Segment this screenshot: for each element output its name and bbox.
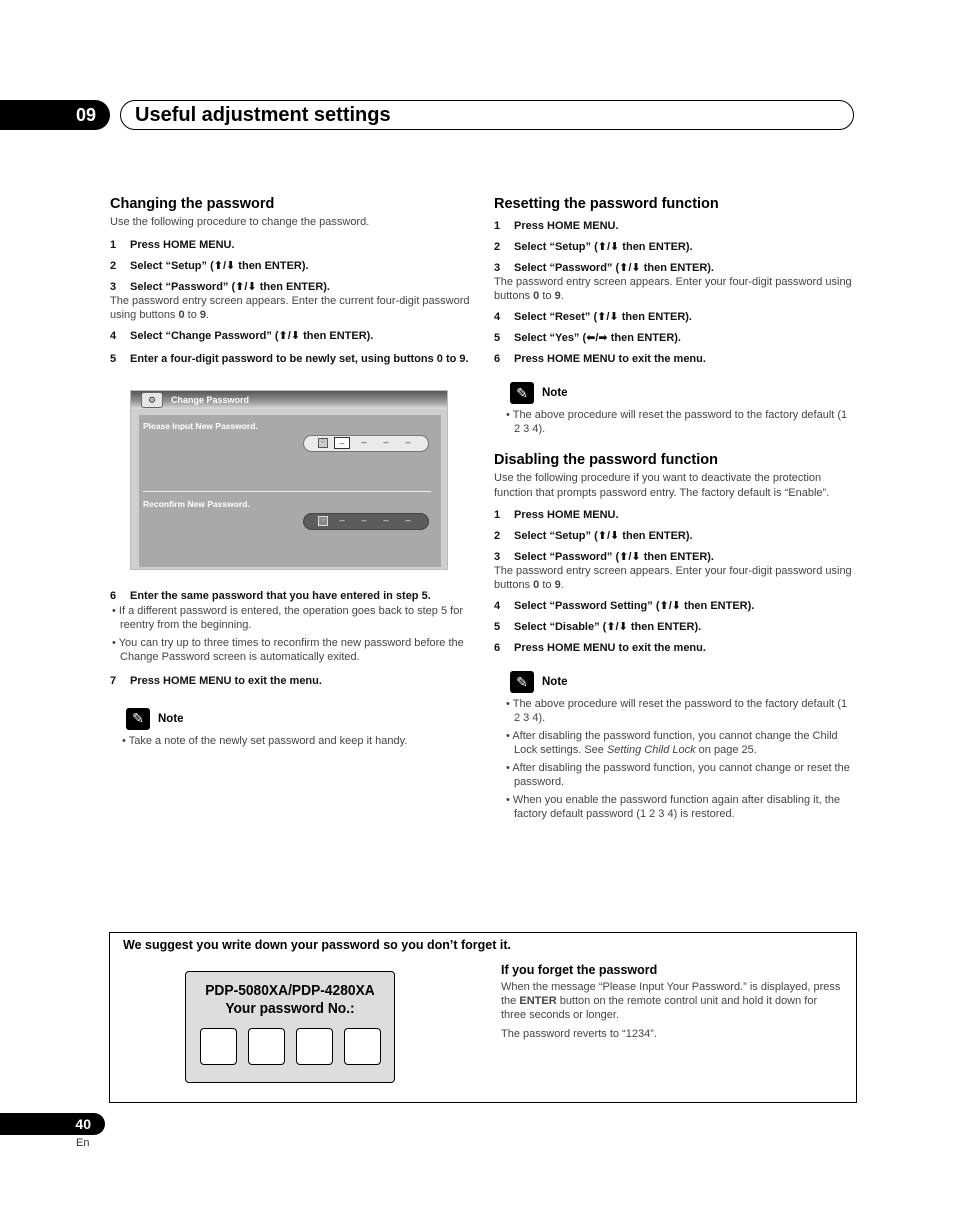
password-digit-box [296, 1028, 333, 1065]
keypad-icon: ⁘ [318, 438, 328, 448]
digit-slot: – [361, 437, 367, 447]
digit-slot: – [383, 515, 389, 525]
password-digit-box [344, 1028, 381, 1065]
note-header: ✎ Note [510, 671, 854, 693]
step-6: 6 Enter the same password that you have entered in step 5. [110, 589, 431, 602]
language-code: En [76, 1137, 90, 1149]
password-memo-box [109, 932, 857, 1103]
setting-child-lock-reference: Setting Child Lock [606, 744, 696, 756]
up-down-arrows-icon: ⬆/⬇ [597, 530, 620, 542]
reconfirm-password-field[interactable] [303, 513, 429, 530]
section-intro: Use the following procedure if you want to deactivate the protection function that prompts password entry. The factory default is “Enable”. [494, 472, 830, 499]
step-6-bullet: • If a different password is entered, the operation goes back to step 5 for reentry from the beginning. [110, 604, 470, 632]
note-bullet: • After disabling the password function, you cannot change the Child Lock settings. See Setting Child Lock on page 25. [504, 729, 854, 757]
password-digit-box [200, 1028, 237, 1065]
disable-step-5: 5 Select “Disable” (⬆/⬇ then ENTER). [494, 621, 702, 633]
forgot-password-result: The password reverts to “1234”. [501, 1028, 657, 1040]
screen-header [131, 391, 447, 409]
reset-step-5: 5 Select “Yes” (⬅/➡ then ENTER). [494, 332, 681, 344]
section-title-resetting-password: Resetting the password function [494, 196, 719, 212]
forgot-password-title: If you forget the password [501, 963, 658, 977]
reset-step-3-description: The password entry screen appears. Enter your four-digit password using buttons 0 to 9. [494, 276, 852, 302]
digit-slot: – [361, 515, 367, 525]
up-down-arrows-icon: ⬆/⬇ [597, 311, 619, 323]
left-right-arrows-icon: ⬅/➡ [586, 332, 608, 344]
note-header: ✎ Note [510, 382, 854, 404]
step-4: 4 Select “Change Password” (⬆/⬇ then ENTER). [110, 329, 374, 342]
note-bullet: • The above procedure will reset the password to the factory default (1 2 3 4). [504, 697, 854, 725]
reset-step-3: 3 Select “Password” (⬆/⬇ then ENTER). [494, 262, 714, 274]
note-bullet: • After disabling the password function, you cannot change or reset the password. [504, 761, 854, 789]
step-5: 5 Enter a four-digit password to be newly set, using buttons 0 to 9. [110, 352, 469, 365]
page-number: 40 [0, 1113, 105, 1135]
up-down-arrows-icon: ⬆/⬇ [659, 600, 681, 612]
pencil-note-icon: ✎ [510, 671, 534, 693]
digit-slot: – [383, 437, 389, 447]
divider [143, 491, 431, 492]
disable-step-3: 3 Select “Password” (⬆/⬇ then ENTER). [494, 551, 714, 563]
screen-title: Change Password [171, 394, 250, 405]
disable-step-6: 6 Press HOME MENU to exit the menu. [494, 642, 706, 654]
disable-step-4: 4 Select “Password Setting” (⬆/⬇ then ENTER). [494, 600, 755, 612]
note-bullet: • When you enable the password function again after disabling it, the factory default password (1 2 3 4) is restored. [504, 793, 854, 821]
up-down-arrows-icon: ⬆/⬇ [235, 280, 257, 293]
password-card-label: Your password No.: [225, 1000, 355, 1017]
pencil-note-icon: ✎ [126, 708, 150, 730]
password-digit-box [248, 1028, 285, 1065]
pencil-note-icon: ✎ [510, 382, 534, 404]
step-7: 7 Press HOME MENU to exit the menu. [110, 674, 322, 687]
forgot-password-section [501, 963, 841, 1046]
reset-step-6: 6 Press HOME MENU to exit the menu. [494, 353, 706, 365]
reset-step-4: 4 Select “Reset” (⬆/⬇ then ENTER). [494, 311, 692, 323]
chapter-title: Useful adjustment settings [120, 100, 854, 130]
step-6-bullet: • You can try up to three times to reconfirm the new password before the Change Password screen is automatically exited. [110, 636, 470, 664]
digit-slot: – [405, 437, 411, 447]
up-down-arrows-icon: ⬆/⬇ [619, 551, 641, 563]
change-password-screen [130, 390, 448, 570]
password-card [185, 971, 395, 1083]
screen-body [139, 415, 441, 567]
keypad-icon: ⁘ [318, 516, 328, 526]
step-3-description: The password entry screen appears. Enter the current four-digit password using buttons 0 to 9. [110, 294, 470, 321]
up-down-arrows-icon: ⬆/⬇ [213, 259, 236, 272]
new-password-field[interactable] [303, 435, 429, 452]
chapter-number-tab: 09 [0, 100, 110, 130]
left-column [110, 196, 470, 748]
section-title-disabling-password: Disabling the password function [494, 452, 718, 468]
note-bullet: • Take a note of the newly set password and keep it handy. [120, 734, 470, 748]
forgot-password-instructions: When the message “Please Input Your Password.” is displayed, press the ENTER button on the remote control unit and hold it down for three seconds or longer. [501, 981, 841, 1021]
new-password-label: Please Input New Password. [143, 420, 258, 431]
note-bullet: • The above procedure will reset the password to the factory default (1 2 3 4). [504, 408, 854, 436]
step-2: 2 Select “Setup” (⬆/⬇ then ENTER). [110, 259, 309, 272]
section-intro: Use the following procedure to change the password. [110, 216, 370, 228]
digit-slot: – [405, 515, 411, 525]
password-card-model: PDP-5080XA/PDP-4280XA [205, 982, 375, 999]
password-boxes [200, 1028, 381, 1065]
up-down-arrows-icon: ⬆/⬇ [597, 241, 620, 253]
memo-title: We suggest you write down your password so you don’t forget it. [123, 938, 511, 952]
section-title-changing-password: Changing the password [110, 196, 275, 212]
disable-step-1: 1 Press HOME MENU. [494, 509, 619, 521]
disable-step-3-description: The password entry screen appears. Enter your four-digit password using buttons 0 to 9. [494, 565, 852, 591]
setup-menu-icon: ⚙ [141, 392, 163, 408]
disable-step-2: 2 Select “Setup” (⬆/⬇ then ENTER). [494, 530, 693, 542]
up-down-arrows-icon: ⬆/⬇ [278, 329, 301, 342]
reconfirm-password-label: Reconfirm New Password. [143, 498, 250, 509]
step-3: 3 Select “Password” (⬆/⬇ then ENTER). [110, 280, 330, 293]
digit-slot: – [339, 515, 345, 525]
digit-slot: – [334, 437, 350, 449]
right-column [494, 196, 854, 821]
up-down-arrows-icon: ⬆/⬇ [619, 262, 641, 274]
note-header: ✎ Note [126, 708, 470, 730]
reset-step-1: 1 Press HOME MENU. [494, 220, 619, 232]
step-1: 1 Press HOME MENU. [110, 238, 235, 251]
up-down-arrows-icon: ⬆/⬇ [606, 621, 628, 633]
reset-step-2: 2 Select “Setup” (⬆/⬇ then ENTER). [494, 241, 693, 253]
